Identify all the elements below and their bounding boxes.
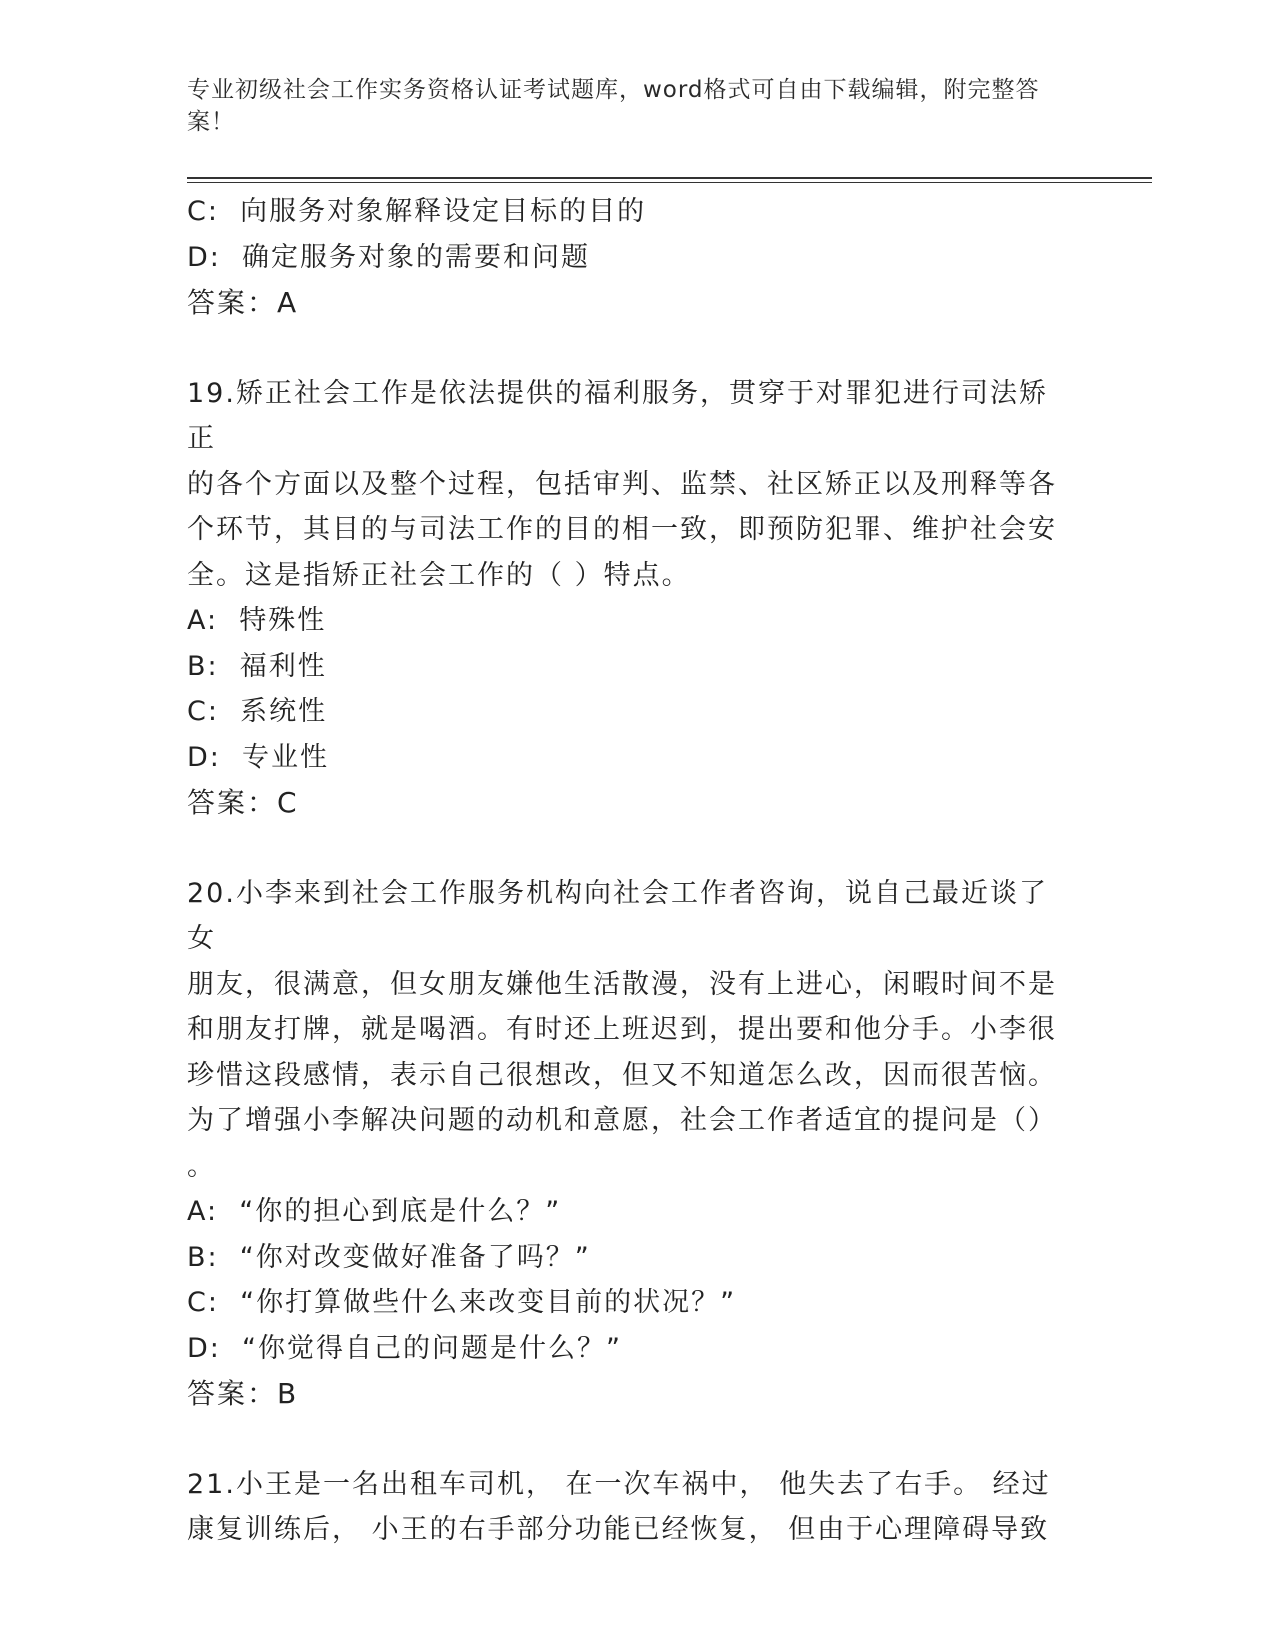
option-b: B: 福利性: [187, 650, 327, 682]
question-text-line: 为了增强小李解决问题的动机和意愿，社会工作者适宜的提问是（）: [187, 1105, 1057, 1136]
question-text-line: 珍惜这段感情，表示自己很想改，但又不知道怎么改，因而很苦恼。: [187, 1059, 1057, 1091]
option-a: A: “你的担心到底是什么？”: [187, 1196, 562, 1227]
answer-label: 答案：C: [187, 786, 299, 819]
option-d: D: 确定服务对象的需要和问题: [187, 241, 591, 273]
answer-label: 答案：A: [187, 286, 299, 319]
option-d: D: “你觉得自己的问题是什么？”: [187, 1332, 623, 1364]
question-text-line: 全。这是指矫正社会工作的（ ）特点。: [187, 559, 691, 591]
question-20: [187, 871, 1072, 1417]
question-text-line: 21.小王是一名出租车司机， 在一次车祸中， 他失去了右手。 经过: [187, 1468, 1051, 1500]
page-header: [187, 74, 1067, 138]
option-a: A: 特殊性: [187, 605, 327, 636]
question-text-line: 康复训练后， 小王的右手部分功能已经恢复， 但由于心理障碍导致: [187, 1514, 1050, 1545]
header-divider: [187, 177, 1152, 179]
option-c: C: 系统性: [187, 696, 328, 727]
spacer: [187, 1417, 1072, 1462]
question-21: [187, 1462, 1072, 1553]
question-text-line: 朋友，很满意，但女朋友嫌他生活散漫，没有上进心，闲暇时间不是: [187, 968, 1057, 1000]
option-c: C: “你打算做些什么来改变目前的状况？”: [187, 1287, 737, 1318]
question-text-line: 和朋友打牌，就是喝酒。有时还上班迟到，提出要和他分手。小李很: [187, 1014, 1057, 1045]
header-divider-thin: [187, 182, 1152, 183]
header-line: 专业初级社会工作实务资格认证考试题库，word格式可自由下载编辑，附完整答: [187, 77, 1040, 103]
question-text-line: 20.小李来到社会工作服务机构向社会工作者咨询，说自己最近谈了女: [187, 877, 1048, 954]
spacer: [187, 326, 1072, 371]
question-18-tail: [187, 189, 1072, 326]
question-text-line: 个环节，其目的与司法工作的目的相一致，即预防犯罪、维护社会安: [187, 514, 1057, 545]
question-content: [187, 189, 1072, 1553]
option-c: C: 向服务对象解释设定目标的目的: [187, 196, 647, 227]
answer-label: 答案：B: [187, 1377, 299, 1410]
question-text-line: 19.矫正社会工作是依法提供的福利服务，贯穿于对罪犯进行司法矫正: [187, 377, 1048, 454]
option-b: B: “你对改变做好准备了吗？”: [187, 1241, 591, 1273]
header-line: 案！: [187, 109, 235, 135]
question-text-line: 的各个方面以及整个过程，包括审判、监禁、社区矫正以及刑释等各: [187, 468, 1057, 500]
option-d: D: 专业性: [187, 741, 330, 773]
question-19: [187, 371, 1072, 826]
question-text-line: 。: [187, 1150, 216, 1182]
spacer: [187, 826, 1072, 871]
